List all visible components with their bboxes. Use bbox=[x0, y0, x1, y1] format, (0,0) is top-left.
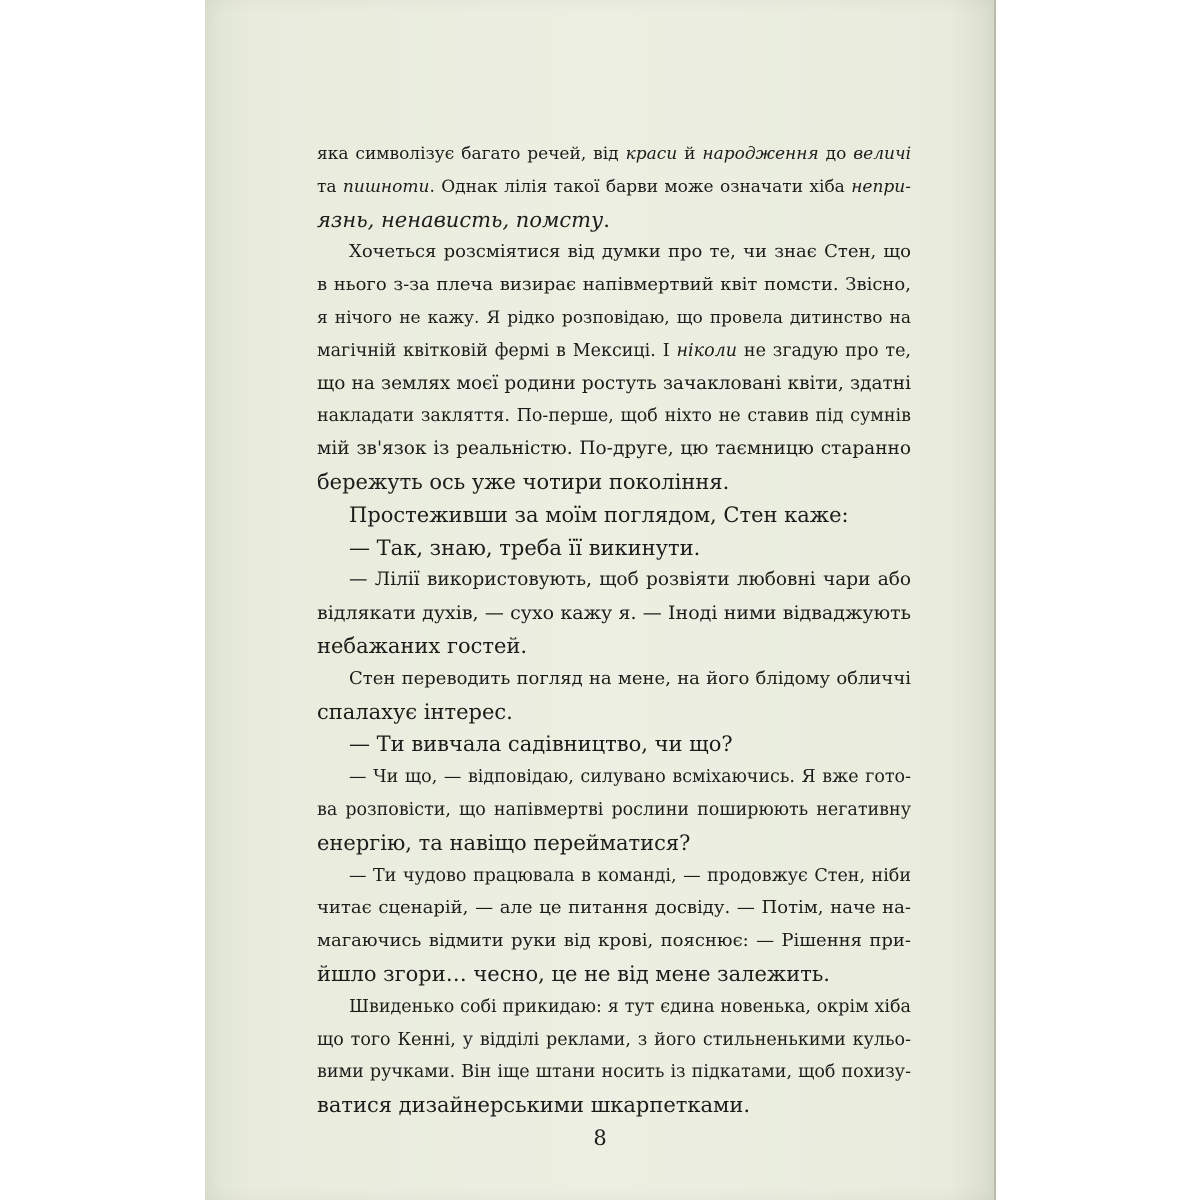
text-line: Стен переводить погляд на мене, на його блідому обличчі bbox=[349, 667, 911, 689]
text-line: ватися дизайнерськими шкарпетками. bbox=[317, 1093, 751, 1118]
text-line: — Ти вивчала садівництво, чи що? bbox=[349, 732, 733, 757]
text-line: — Так, знаю, треба її викинути. bbox=[349, 535, 701, 560]
text-line: я нічого не кажу. Я рідко розповідаю, що провела дитинство на bbox=[317, 307, 911, 328]
text-line: накладати закляття. По-перше, щоб ніхто не ставив під сумнів bbox=[317, 406, 911, 427]
text-line: відлякати духів, — сухо кажу я. — Іноді ними відваджують bbox=[317, 602, 911, 625]
text-line: та пишноти. Однак лілія такої барви може означати хіба непри- bbox=[317, 176, 911, 197]
text-line: що того Кенні, у відділі реклами, з його стильненькими кульо- bbox=[317, 1029, 911, 1050]
text-line: магічній квітковій фермі в Мексиці. І ніколи не згадую про те, bbox=[317, 340, 911, 361]
book-page bbox=[205, 0, 995, 1200]
text-line: — Ти чудово працювала в команді, — продовжує Стен, ніби bbox=[349, 865, 911, 886]
text-line: яка символізує багато речей, від краси й народження до величі bbox=[317, 144, 911, 164]
text-line: вими ручками. Він іще штани носить із підкатами, щоб похизу- bbox=[317, 1062, 911, 1083]
text-line: що на землях моєї родини ростуть зачакловані квіти, здатні bbox=[317, 372, 911, 394]
text-line: ва розповісти, що напівмертві рослини поширюють негативну bbox=[317, 799, 911, 820]
text-line: в нього з-за плеча визирає напівмертвий квіт помсти. Звісно, bbox=[317, 274, 911, 296]
text-line: язнь, ненависть, помсту. bbox=[317, 207, 610, 232]
page-edge bbox=[994, 0, 996, 1200]
text-line: Хочеться розсміятися від думки про те, чи знає Стен, що bbox=[349, 241, 911, 263]
text-line: енергію, та навіщо перейматися? bbox=[317, 830, 691, 855]
text-line: небажаних гостей. bbox=[317, 633, 528, 658]
text-line: читає сценарій, — але це питання досвіду. — Потім, наче на- bbox=[317, 897, 911, 919]
text-line: — Лілії використовують, щоб розвіяти любовні чари або bbox=[349, 569, 911, 591]
text-line: Простеживши за моїм поглядом, Стен каже: bbox=[349, 502, 849, 527]
text-line: — Чи що, — відповідаю, силувано всміхаючись. Я вже гото- bbox=[349, 767, 911, 788]
text-line: йшло згори… чесно, це не від мене залежить. bbox=[317, 961, 830, 986]
text-line: магаючись відмити руки від крові, пояснює: — Рішення при- bbox=[317, 930, 911, 952]
page-number: 8 bbox=[593, 1126, 607, 1150]
text-line: спалахує інтерес. bbox=[317, 699, 513, 724]
text-line: мій зв'язок із реальністю. По-друге, цю таємницю старанно bbox=[317, 438, 911, 460]
page-body-text bbox=[317, 138, 911, 1122]
text-line: Швиденько собі прикидаю: я тут єдина новенька, окрім хіба bbox=[349, 996, 911, 1017]
text-line: бережуть ось уже чотири покоління. bbox=[317, 469, 730, 494]
